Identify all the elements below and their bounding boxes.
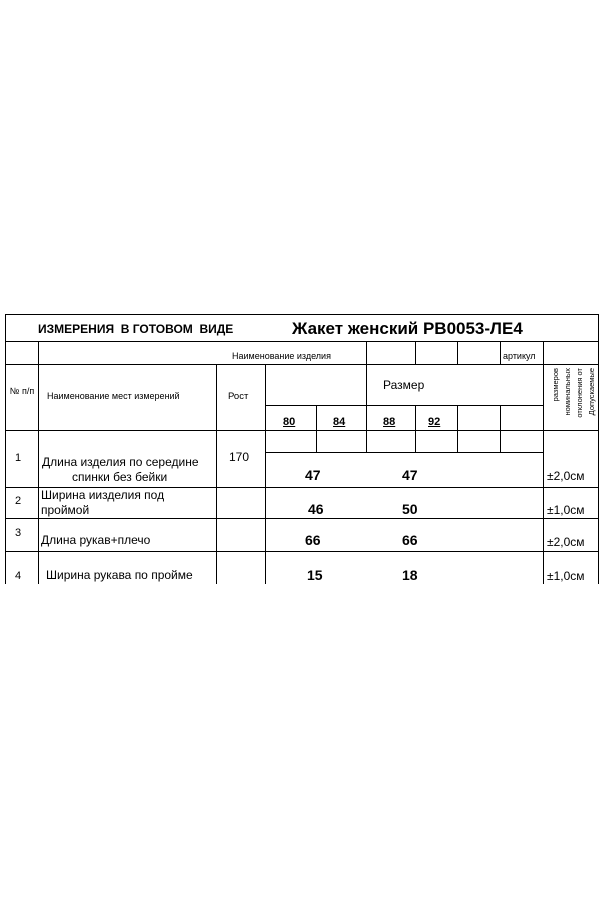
col-size-92-border [457,341,458,364]
row-1-height: 170 [229,450,250,464]
tolerance-text-2: отклонения от [575,368,584,418]
tolerance-text-3: номинальных [563,368,572,416]
divider-row-3 [5,551,599,552]
row-2-name-line2: проймой [41,503,90,517]
row-2-name-line1: Ширина иизделия под [41,488,165,502]
col-tolerance-border [543,341,544,584]
size-80: 80 [283,416,296,428]
table-border-top [5,314,599,315]
row-1-value-1: 47 [305,467,321,483]
divider-header-bottom [5,430,599,431]
row-1-tolerance: ±2,0см [547,469,585,483]
row-3-name-line1: Длина рукав+плечо [41,533,151,547]
row-1-name-line1: Длина изделия по середине [42,455,199,469]
row-2-value-1: 46 [308,501,324,517]
tolerance-text-1: Допускаемые [587,368,596,416]
size-92: 92 [428,416,441,428]
col-size-84-border [366,341,367,452]
col-header-name: Наименование мест измерений [47,391,180,401]
row-3-value-1: 66 [305,532,321,548]
tolerance-text-4: размеров [551,368,560,402]
divider-size-header [265,405,543,406]
article-label: артикул [503,351,536,361]
col-num-border [38,341,39,584]
col-size-80-border [316,405,317,452]
row-2-tolerance: ±1,0см [547,503,585,517]
row-1-num: 1 [15,452,22,464]
row-4-tolerance: ±1,0см [547,569,585,583]
size-84: 84 [333,416,346,428]
divider-row-2 [5,518,599,519]
col-header-num: № п/п [9,386,35,396]
col-empty-border [500,341,501,364]
col-height-border [265,364,266,584]
col-name-border [216,364,217,584]
row-4-num: 4 [15,570,22,582]
divider-product-row [5,364,599,365]
row-2-num: 2 [15,495,22,507]
product-title: Жакет женский РВ0053-ЛЕ4 [292,319,523,338]
row-2-value-2: 50 [402,501,418,517]
col-size-92-sub-border [457,405,458,452]
product-name-label: Наименование изделия [232,351,331,361]
col-size-88-sub-border [415,405,416,452]
row-1-name-line2: спинки без бейки [72,470,168,484]
row-4-value-2: 18 [402,567,418,583]
row-3-tolerance: ±2,0см [547,535,585,549]
divider-sub-row [265,452,543,453]
row-1-value-2: 47 [402,467,418,483]
col-header-height: Рост [228,391,249,402]
col-header-tolerance [546,366,596,428]
table-border-left [5,314,6,584]
row-3-value-2: 66 [402,532,418,548]
size-88: 88 [383,416,396,428]
section-title: ИЗМЕРЕНИЯ В ГОТОВОМ ВИДЕ [38,322,234,336]
row-4-name-line1: Ширина рукава по пройме [46,568,193,582]
row-3-num: 3 [15,527,22,539]
row-4-value-1: 15 [307,567,323,583]
divider-title [5,341,599,342]
col-empty-sub-border [500,405,501,452]
col-header-size: Размер [383,378,425,392]
col-size-88-border [415,341,416,364]
